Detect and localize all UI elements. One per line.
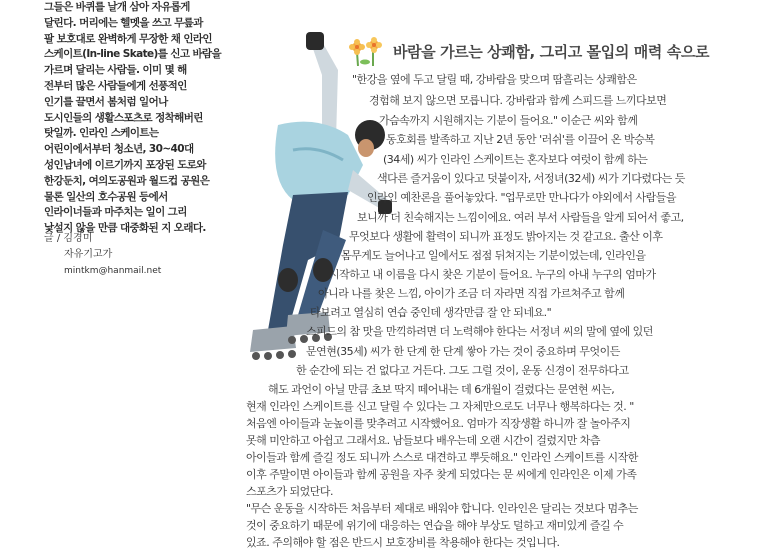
body-line: 해도 과언이 아닐 만큼 초보 딱지 떼어내는 데 6개월이 걸렸다는 문연현 씨는, xyxy=(268,383,615,396)
byline-email: mintkm@hanmail.net xyxy=(64,266,162,276)
body-line: 가슴속까지 시원해지는 기분이 들어요." 이순근 씨와 함께 xyxy=(379,114,638,127)
body-line: 색다른 즐거움이 있다고 덧붙이자, 서정녀(32세) 씨가 기다렸다는 듯 xyxy=(377,172,685,185)
left-line: 한강둔치, 여의도공원과 월드컵 공원은 xyxy=(44,174,210,187)
left-line: 팔 보호대로 완벽하게 무장한 채 인라인 xyxy=(44,32,212,45)
left-line: 도시인들의 생활스포츠로 정착해버린 xyxy=(44,111,203,124)
body-line: 것이 중요하기 때문에 위기에 대응하는 연습을 해야 부상도 덜하고 재미있게 즐길 수 xyxy=(246,519,624,532)
left-line: 성인남녀에 이르기까지 포장된 도로와 xyxy=(44,158,206,171)
byline-role: 자유기고가 xyxy=(64,249,113,260)
body-line: 시작하고 내 이름을 다시 찾은 기분이 들어요. 누구의 아내 누구의 엄마가 xyxy=(329,268,656,281)
body-line: 보니까 더 친숙해지는 느낌이에요. 여러 부서 사람들을 알게 되어서 좋고, xyxy=(357,211,684,224)
body-line: 한 순간에 되는 건 없다고 거든다. 그도 그럴 것이, 운동 신경이 전무하다고 xyxy=(296,364,629,377)
body-line: 아니라 나를 찾은 느낌, 아이가 조금 더 자라면 직접 가르쳐주고 함께 xyxy=(318,287,625,300)
left-line: 인라이너들과 마주치는 일이 그리 xyxy=(44,206,187,219)
left-line: 그들은 바퀴를 날개 삼아 자유롭게 xyxy=(44,1,190,13)
body-line: 문연현(35세) 씨가 한 단계 한 단계 쌓아 가는 것이 중요하며 무엇이든 xyxy=(306,345,620,358)
body-line: (34세) 씨가 인라인 스케이트는 혼자보다 여럿이 함께 하는 xyxy=(383,153,648,166)
body-line: 타보려고 열심히 연습 중인데 생각만큼 잘 안 되네요." xyxy=(310,306,552,319)
left-line: 전부터 많은 사람들에게 선풍적인 xyxy=(44,79,187,92)
body-line: 동호회를 발족하고 지난 2년 동안 '러쉬'를 이끌어 온 박승복 xyxy=(386,133,655,146)
body-line: 무엇보다 생활에 활력이 되니까 표정도 밝아지는 것 같고요. 출산 이후 xyxy=(349,230,663,243)
byline-author: 글 / 김경미 xyxy=(44,233,93,244)
body-line: 아이들과 함께 즐길 정도 되니까 스스로 대견하고 뿌듯해요." 인라인 스케이트를 시작한 xyxy=(246,451,638,464)
body-line: 현재 인라인 스케이트를 신고 달릴 수 있다는 그 자체만으로도 너무나 행복하다는 것. " xyxy=(246,400,634,413)
left-line: 가르며 달리는 사람들. 이미 몇 해 xyxy=(44,64,187,77)
section-heading xyxy=(345,36,709,66)
body-line: 몸무게도 늘어나고 일에서도 점점 뒤쳐지는 기분이었는데, 인라인을 xyxy=(341,249,646,262)
flower-icon xyxy=(345,36,387,66)
body-line: 스포츠가 되었단다. xyxy=(246,485,334,498)
body-line: 스피드의 참 맛을 만끽하려면 더 노력해야 한다는 서정녀 씨의 말에 옆에 있던 xyxy=(306,325,653,338)
left-line: 스케이트(In-line Skate)를 신고 바람을 xyxy=(44,48,222,61)
body-line: "무슨 운동을 시작하든 처음부터 제대로 배워야 합니다. 인라인은 달리는 것보다 멈추는 xyxy=(246,502,638,515)
byline xyxy=(44,231,161,279)
left-column xyxy=(44,0,224,237)
body-line: 인라인 예찬론을 풀어놓았다. "업무로만 만나다가 야외에서 사람들을 xyxy=(367,191,677,204)
left-line: 인기를 끌면서 봄처럼 일어나 xyxy=(44,95,168,108)
body-line: 처음엔 아이들과 눈높이를 맞추려고 시작했어요. 엄마가 직장생활 하니까 잘 놀아주지 xyxy=(246,417,631,430)
left-line: 어린이에서부터 청소년, 30~40대 xyxy=(44,143,194,156)
left-line: 달린다. 머리에는 헬멧을 쓰고 무릎과 xyxy=(44,16,203,29)
heading-text: 바람을 가르는 상쾌함, 그리고 몰입의 매력 속으로 xyxy=(393,42,710,61)
left-line: 물론 일산의 호수공원 등에서 xyxy=(44,190,168,203)
body-line: 이후 주말이면 아이들과 함께 공원을 자주 찾게 되었다는 문 씨에게 인라인은 이제 가족 xyxy=(246,468,637,481)
body-line: "한강을 옆에 두고 달릴 때, 강바람을 맞으며 땀흘리는 상쾌함은 xyxy=(352,73,637,86)
left-line: 탓일까. 인라인 스케이트는 xyxy=(44,127,159,140)
body-line: 경험해 보지 않으면 모릅니다. 강바람과 함께 스피드를 느끼다보면 xyxy=(369,94,667,107)
body-line: 있죠. 주의해야 할 점은 반드시 보호장비를 착용해야 한다는 것입니다. xyxy=(246,536,560,549)
left-line: 낯설지 않을 만큼 대중화된 지 오래다. xyxy=(44,222,206,235)
body-line: 못해 미안하고 아쉽고 그래서요. 남들보다 배우는데 오랜 시간이 걸렸지만 차츰 xyxy=(246,434,600,447)
